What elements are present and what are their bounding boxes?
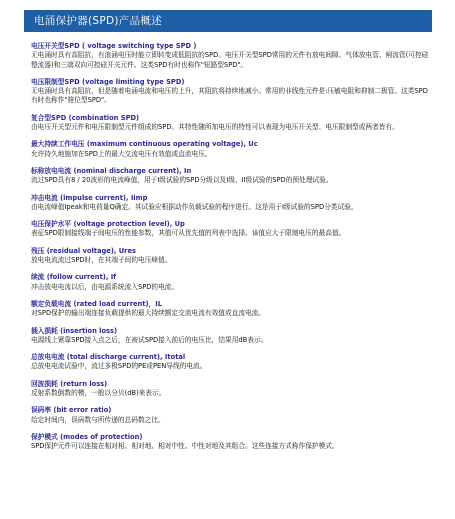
section-text: 无电涌时具有高阻抗，有浪涌电压时能立即转变成低阻抗的SPD。电压开关型SPD常用的元件有放电间隙、气体放电管、闸流管(可控硅整流器)和三端双向可控硅开关元件。这类SPD有时也称作"短路型SPD"。 bbox=[31, 51, 429, 69]
section-bit-error-ratio bbox=[31, 406, 433, 425]
section-heading: 残压 (residual voltage), Ures bbox=[31, 246, 136, 255]
section-heading: 电压保护水平 (voltage protection level), Up bbox=[31, 220, 185, 229]
section-heading: 复合型SPD (combination SPD) bbox=[31, 113, 140, 122]
section-text: 表征SPD限制接线端子间电压的性能参数，其值可从优先值的列表中选择。该值应大于限制电压的最高值。 bbox=[31, 229, 346, 238]
section-heading: 总放电电流 (total discharge current), Itotal bbox=[31, 353, 186, 362]
section-residual-voltage bbox=[31, 247, 433, 266]
section-heading: 电压限制型SPD (voltage limiting type SPD) bbox=[31, 77, 185, 86]
section-heading: 误码率 (bit error ratio) bbox=[31, 406, 112, 415]
section-heading: 回波损耗 (return loss) bbox=[31, 379, 108, 388]
section-return-loss bbox=[31, 380, 433, 399]
section-voltage-limiting-spd bbox=[31, 78, 433, 106]
section-max-continuous-voltage bbox=[31, 140, 433, 159]
section-text: 冲击放电电流以后，由电源系统流入SPD的电流。 bbox=[31, 282, 179, 291]
section-total-discharge-current bbox=[31, 353, 433, 372]
section-voltage-protection-level bbox=[31, 220, 433, 239]
section-text: 由电压开关型元件和电压限制型元件组成的SPD。其特性随所加电压的特性可以表现为电压开关型、电压限制型或两者皆有。 bbox=[31, 123, 399, 132]
section-follow-current bbox=[31, 273, 433, 292]
section-text: 放电电流流过SPD时，在其端子间的电压峰值。 bbox=[31, 256, 172, 265]
section-text: 由电流峰值Ipeak和电荷量Q确定。其试验应根据动作负载试验的程序进行。这是用于I级试验的SPD分类试验。 bbox=[31, 202, 358, 211]
definitions-list bbox=[31, 42, 433, 460]
section-text: 允许持久地施加在SPD上的最大交流电压有效值或直流电压。 bbox=[31, 149, 212, 158]
section-heading: 续流 (follow current), If bbox=[31, 273, 117, 282]
section-insertion-loss bbox=[31, 327, 433, 346]
section-combination-spd bbox=[31, 114, 433, 133]
section-text: 总放电电流试验中，流过多极SPD的PE或PEN导线的电流。 bbox=[31, 362, 207, 371]
page-title: 电涌保护器(SPD)产品概述 bbox=[24, 10, 432, 32]
section-heading: 插入损耗 (insertion loss) bbox=[31, 326, 118, 335]
section-heading: 最大持续工作电压 (maximum continuous operating voltage), Uc bbox=[31, 140, 258, 149]
section-impulse-current bbox=[31, 194, 433, 213]
section-text: 流过SPD具有8 / 20波形的电流峰值，用于I级试验的SPD分级以及I级、II级试验的SPD的预处理试验。 bbox=[31, 176, 333, 185]
section-rated-load-current bbox=[31, 300, 433, 319]
section-heading: 标称放电电流 (nominal discharge current), In bbox=[31, 166, 192, 175]
section-text: SPD保护元件可以连接在相对相、相对地、相对中性、中性对地及其组合。这些连接方式称作保护模式。 bbox=[31, 442, 339, 451]
section-heading: 冲击电流 (impulse current), Iimp bbox=[31, 193, 148, 202]
section-heading: 额定负载电流 (rated load current)，IL bbox=[31, 299, 162, 308]
section-modes-of-protection bbox=[31, 433, 433, 452]
section-text: 反射系数倒数的模，一般以分贝(dB)来表示。 bbox=[31, 389, 166, 398]
section-text: 无电涌时具有高阻抗，但是随着电涌电流和电压的上升，其阻抗将持续地减小。常用的非线性元件是:压敏电阻和抑制二极管。这类SPD有时也称作"箝位型SPD"。 bbox=[31, 87, 428, 105]
section-voltage-switching-spd bbox=[31, 42, 433, 70]
section-heading: 电压开关型SPD ( voltage switching type SPD ) bbox=[31, 42, 197, 50]
section-nominal-discharge-current bbox=[31, 167, 433, 186]
section-text: 给定时间内，误码数与所传递的总码数之比。 bbox=[31, 415, 165, 424]
section-text: 对SPD保护的输出端连接负载提供的最大持续额定交流电流有效值或直流电流。 bbox=[31, 309, 266, 318]
section-text: 电源线上紧靠SPD接入点之后，在被试SPD接入前后的电压比，结果用dB表示。 bbox=[31, 335, 268, 344]
section-heading: 保护模式 (modes of protection) bbox=[31, 432, 143, 441]
